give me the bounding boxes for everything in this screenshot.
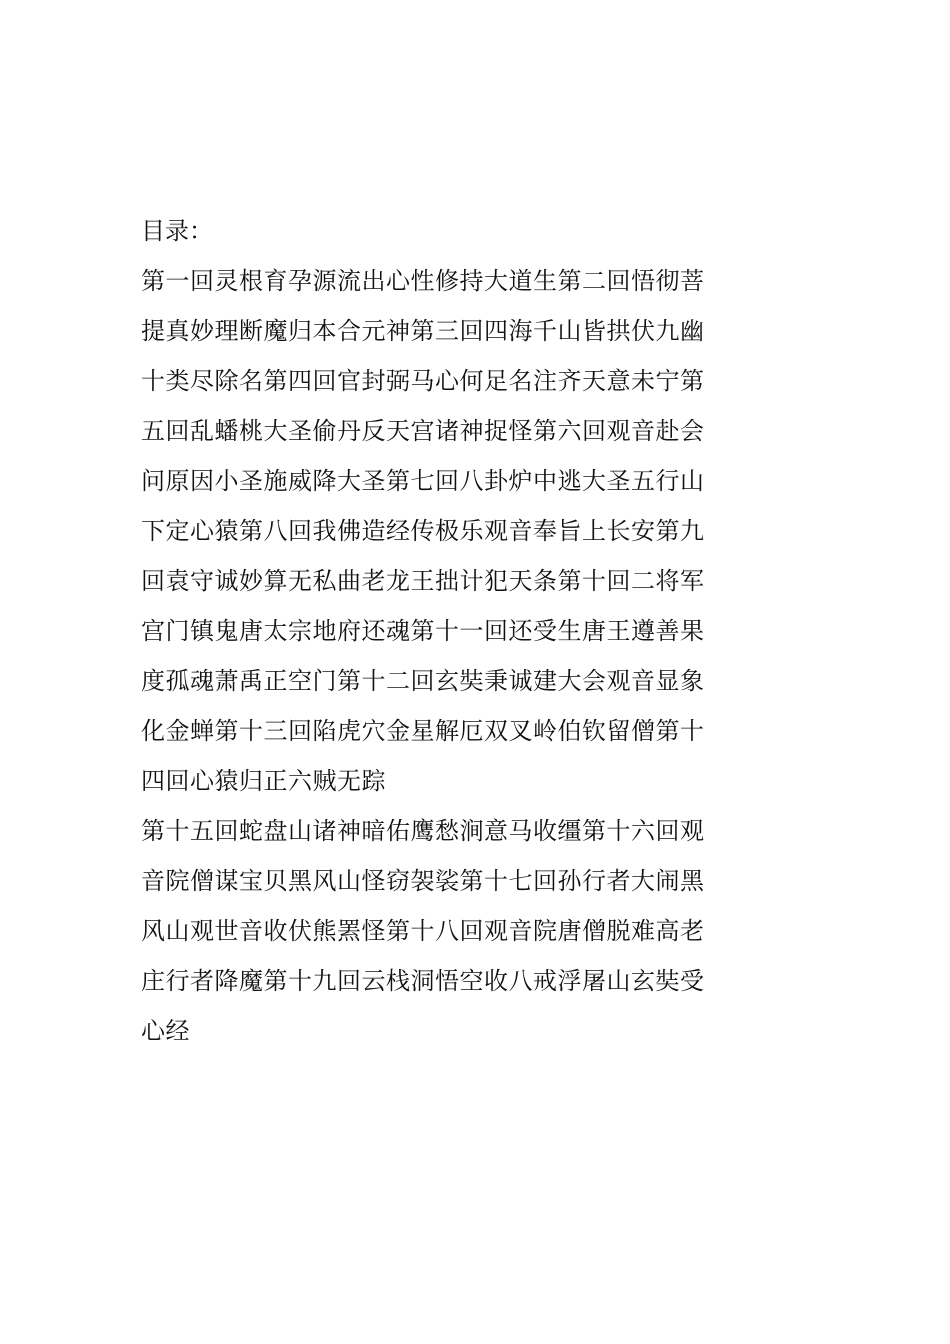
toc-line: 度孤魂萧禹正空门第十二回玄奘秉诚建大会观音显象 — [141, 667, 705, 695]
toc-line: 第十五回蛇盘山诸神暗佑鹰愁涧意马收缰第十六回观 — [141, 817, 705, 845]
toc-line: 提真妙理断魔归本合元神第三回四海千山皆拱伏九幽 — [141, 317, 705, 345]
toc-content — [141, 206, 706, 1056]
toc-line: 问原因小圣施威降大圣第七回八卦炉中逃大圣五行山 — [141, 467, 705, 495]
toc-line: 心经 — [141, 1017, 190, 1045]
toc-line: 下定心猿第八回我佛造经传极乐观音奉旨上长安第九 — [141, 517, 705, 545]
toc-line: 风山观世音收伏熊罴怪第十八回观音院唐僧脱难高老 — [141, 917, 705, 945]
toc-line: 四回心猿归正六贼无踪 — [141, 767, 386, 795]
toc-line: 庄行者降魔第十九回云栈洞悟空收八戒浮屠山玄奘受 — [141, 967, 705, 995]
toc-line: 五回乱蟠桃大圣偷丹反天宫诸神捉怪第六回观音赴会 — [141, 417, 705, 445]
toc-line: 回袁守诚妙算无私曲老龙王拙计犯天条第十回二将军 — [141, 567, 705, 595]
toc-line: 十类尽除名第四回官封弼马心何足名注齐天意未宁第 — [141, 367, 705, 395]
toc-line: 宫门镇鬼唐太宗地府还魂第十一回还受生唐王遵善果 — [141, 617, 705, 645]
toc-line: 化金蝉第十三回陷虎穴金星解厄双叉岭伯钦留僧第十 — [141, 717, 705, 745]
toc-line: 音院僧谋宝贝黑风山怪窃袈裟第十七回孙行者大闹黑 — [141, 867, 705, 895]
toc-heading: 目录： — [141, 217, 213, 245]
toc-line: 第一回灵根育孕源流出心性修持大道生第二回悟彻菩 — [141, 267, 705, 295]
